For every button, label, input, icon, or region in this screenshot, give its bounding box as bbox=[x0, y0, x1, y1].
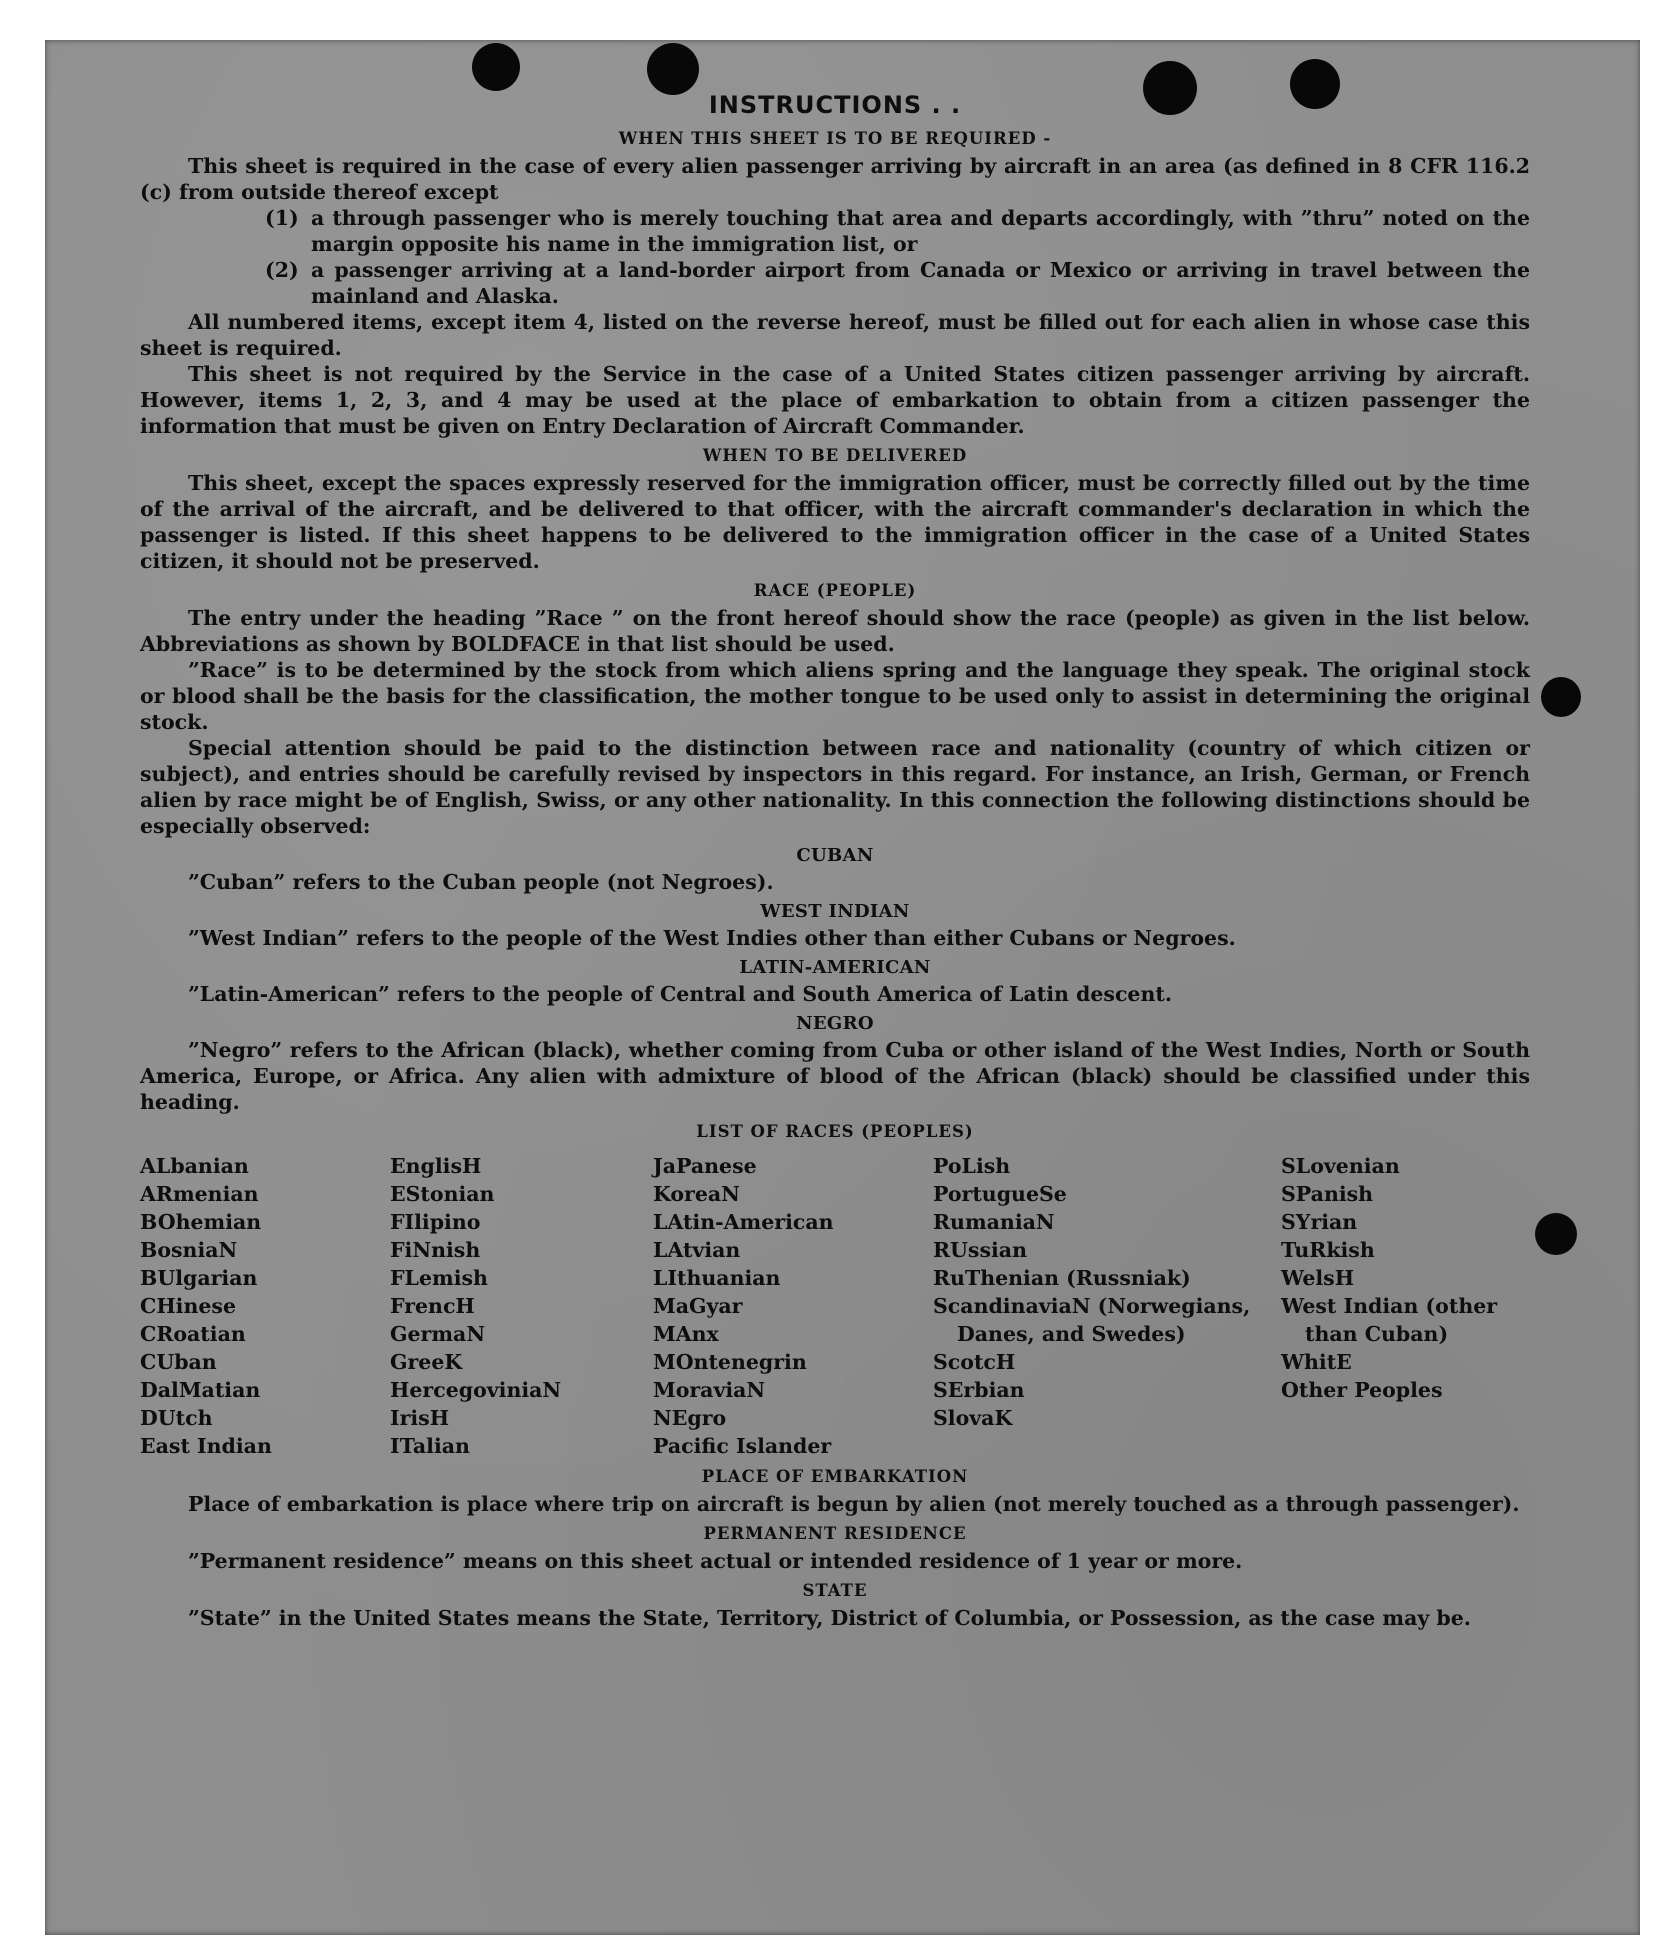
item-number: (2) bbox=[265, 258, 299, 282]
race-entry: RumaniaN bbox=[933, 1210, 1055, 1234]
section-heading-embarkation: PLACE OF EMBARKATION bbox=[701, 1467, 969, 1486]
race-entry: MoraviaN bbox=[653, 1378, 766, 1402]
paragraph: All numbered items, except item 4, listed on the reverse hereof, must be filled out for each alien in whose case this sheet is required. bbox=[140, 310, 1530, 360]
subheading-west-indian: WEST INDIAN bbox=[760, 901, 910, 922]
race-entry: CHinese bbox=[140, 1294, 237, 1318]
race-entry: DalMatian bbox=[140, 1378, 261, 1402]
race-entry: Pacific Islander bbox=[653, 1434, 832, 1458]
races-column bbox=[1281, 1152, 1530, 1460]
race-entry: West Indian (other than Cuban) bbox=[1281, 1294, 1498, 1346]
punch-hole bbox=[1541, 677, 1581, 717]
list-item bbox=[265, 205, 1530, 257]
race-entry: SErbian bbox=[933, 1378, 1025, 1402]
race-entry: DUtch bbox=[140, 1406, 213, 1430]
race-entry: CRoatian bbox=[140, 1322, 246, 1346]
paragraph: The entry under the heading ”Race ” on the front hereof should show the race (people) as given in the list below. Abbreviations as shown by BOLDFACE in that list should be used. bbox=[140, 606, 1530, 656]
races-list bbox=[140, 1152, 1530, 1460]
instructions-content bbox=[140, 88, 1530, 1631]
section-heading-required: WHEN THIS SHEET IS TO BE REQUIRED - bbox=[618, 129, 1052, 148]
race-entry: FIlipino bbox=[390, 1210, 481, 1234]
race-entry: FiNnish bbox=[390, 1238, 481, 1262]
subheading-cuban: CUBAN bbox=[796, 845, 874, 866]
section-heading-races-list: LIST OF RACES (PEOPLES) bbox=[696, 1122, 974, 1141]
race-entry: SPanish bbox=[1281, 1182, 1374, 1206]
paragraph: This sheet is required in the case of every alien passenger arriving by aircraft in an area (as defined in 8 CFR 116.2 (c) from outside thereof except bbox=[140, 154, 1530, 204]
race-entry: WhitE bbox=[1281, 1350, 1352, 1374]
race-entry: BosniaN bbox=[140, 1238, 238, 1262]
race-entry: MOntenegrin bbox=[653, 1350, 807, 1374]
race-entry: LIthuanian bbox=[653, 1266, 781, 1290]
races-column bbox=[390, 1152, 653, 1460]
race-entry: BOhemian bbox=[140, 1210, 262, 1234]
paragraph: ”Permanent residence” means on this sheet actual or intended residence of 1 year or more. bbox=[188, 1549, 1243, 1573]
list-item bbox=[265, 257, 1530, 309]
paragraph: Place of embarkation is place where trip on aircraft is begun by alien (not merely touched as a through passenger). bbox=[188, 1492, 1520, 1516]
race-entry: EnglisH bbox=[390, 1154, 482, 1178]
race-entry: SlovaK bbox=[933, 1406, 1013, 1430]
race-entry: GermaN bbox=[390, 1322, 486, 1346]
item-number: (1) bbox=[265, 206, 299, 230]
race-entry: IrisH bbox=[390, 1406, 450, 1430]
item-text: a through passenger who is merely touching that area and departs accordingly, with ”thru” noted on the margin opposite his name in the immigration list, or bbox=[311, 206, 1530, 256]
race-entry: WelsH bbox=[1281, 1266, 1355, 1290]
race-entry: East Indian bbox=[140, 1434, 272, 1458]
race-entry: TuRkish bbox=[1281, 1238, 1375, 1262]
race-entry: FrencH bbox=[390, 1294, 475, 1318]
race-entry: ITalian bbox=[390, 1434, 470, 1458]
paragraph: This sheet is not required by the Service in the case of a United States citizen passenger arriving by aircraft. However, items 1, 2, 3, and 4 may be used at the place of embarkation to obtain from a citizen passenger the information that must be given on Entry Declaration of Aircraft Commander. bbox=[140, 362, 1530, 438]
race-entry: HercegoviniaN bbox=[390, 1378, 562, 1402]
section-heading-state: STATE bbox=[802, 1581, 868, 1600]
race-entry: Other Peoples bbox=[1281, 1378, 1443, 1402]
paragraph: ”State” in the United States means the State, Territory, District of Columbia, or Possession, as the case may be. bbox=[188, 1606, 1471, 1630]
race-entry: SLovenian bbox=[1281, 1154, 1400, 1178]
paragraph: ”Negro” refers to the African (black), whether coming from Cuba or other island of the West Indies, North or South America, Europe, or Africa. Any alien with admixture of blood of the African (black) should be classified under this heading. bbox=[140, 1038, 1530, 1114]
races-column bbox=[140, 1152, 390, 1460]
punch-hole bbox=[1535, 1213, 1577, 1255]
paragraph: ”Latin-American” refers to the people of Central and South America of Latin descent. bbox=[188, 982, 1172, 1006]
race-entry: ScandinaviaN (Norwegians, Danes, and Swedes) bbox=[933, 1294, 1251, 1346]
race-entry: RUssian bbox=[933, 1238, 1027, 1262]
item-text: a passenger arriving at a land-border airport from Canada or Mexico or arriving in travel between the mainland and Alaska. bbox=[311, 258, 1530, 308]
race-entry: LAtin-American bbox=[653, 1210, 834, 1234]
race-entry: MAnx bbox=[653, 1322, 719, 1346]
exception-list bbox=[265, 205, 1530, 309]
punch-hole bbox=[472, 43, 520, 91]
race-entry: MaGyar bbox=[653, 1294, 743, 1318]
race-entry: ARmenian bbox=[140, 1182, 259, 1206]
race-entry: SYrian bbox=[1281, 1210, 1358, 1234]
race-entry: PortugueSe bbox=[933, 1182, 1067, 1206]
paragraph: ”Race” is to be determined by the stock from which aliens spring and the language they speak. The original stock or blood shall be the basis for the classification, the mother tongue to be used only to assist in determining the original stock. bbox=[140, 658, 1530, 734]
race-entry: ScotcH bbox=[933, 1350, 1016, 1374]
race-entry: BUlgarian bbox=[140, 1266, 258, 1290]
races-column bbox=[933, 1152, 1281, 1460]
section-heading-delivered: WHEN TO BE DELIVERED bbox=[702, 446, 968, 465]
race-entry: LAtvian bbox=[653, 1238, 741, 1262]
paragraph: ”West Indian” refers to the people of the West Indies other than either Cubans or Negroes. bbox=[188, 926, 1236, 950]
race-entry: RuThenian (Russniak) bbox=[933, 1266, 1191, 1290]
page-title: INSTRUCTIONS . . bbox=[708, 91, 962, 119]
race-entry: ALbanian bbox=[140, 1154, 249, 1178]
section-heading-race: RACE (PEOPLE) bbox=[753, 581, 917, 600]
subheading-latin-american: LATIN-AMERICAN bbox=[739, 957, 931, 978]
race-entry: FLemish bbox=[390, 1266, 488, 1290]
paragraph: ”Cuban” refers to the Cuban people (not Negroes). bbox=[188, 870, 774, 894]
paragraph: This sheet, except the spaces expressly reserved for the immigration officer, must be correctly filled out by the time of the arrival of the aircraft, and be delivered to that officer, with the aircraft commander's declaration in which the passenger is listed. If this sheet happens to be delivered to the immigration officer in the case of a United States citizen, it should not be preserved. bbox=[140, 471, 1530, 573]
race-entry: GreeK bbox=[390, 1350, 463, 1374]
paragraph: Special attention should be paid to the distinction between race and nationality (country of which citizen or subject), and entries should be carefully revised by inspectors in this regard. For instance, an Irish, German, or French alien by race might be of English, Swiss, or any other nationality. In this connection the following distinctions should be especially observed: bbox=[140, 736, 1530, 838]
race-entry: JaPanese bbox=[653, 1154, 757, 1178]
subheading-negro: NEGRO bbox=[796, 1013, 874, 1034]
race-entry: EStonian bbox=[390, 1182, 495, 1206]
race-entry: PoLish bbox=[933, 1154, 1011, 1178]
section-heading-residence: PERMANENT RESIDENCE bbox=[703, 1524, 967, 1543]
races-column bbox=[653, 1152, 933, 1460]
race-entry: NEgro bbox=[653, 1406, 727, 1430]
race-entry: KoreaN bbox=[653, 1182, 740, 1206]
race-entry: CUban bbox=[140, 1350, 217, 1374]
